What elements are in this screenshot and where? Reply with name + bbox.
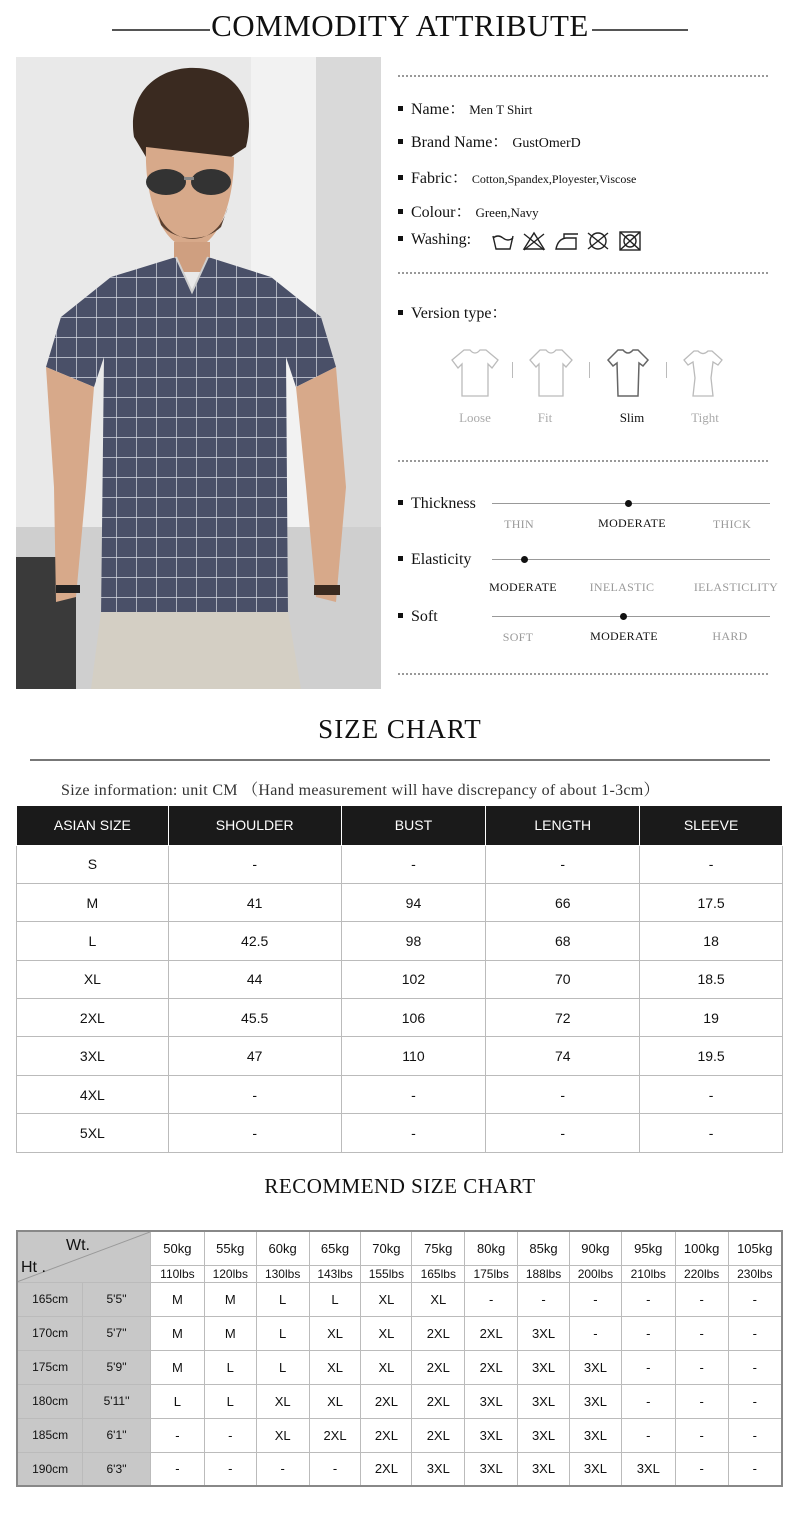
size-cell: 2XL [361,1452,412,1486]
weight-lbs-cell: 143lbs [309,1265,361,1282]
soft-hard: HARD [712,629,748,643]
weight-lbs-cell: 230lbs [728,1265,782,1282]
table-cell: - [486,1075,640,1113]
size-cell: L [256,1282,309,1316]
weight-lbs-cell: 175lbs [465,1265,518,1282]
bullet [398,556,403,561]
bullet [398,106,403,111]
kg-row [17,1231,782,1265]
size-cell: - [728,1452,782,1486]
weight-lbs-cell: 165lbs [412,1265,465,1282]
table-row [17,922,783,960]
table-cell: 42.5 [168,922,341,960]
size-cell: - [256,1452,309,1486]
table-cell: - [640,845,783,883]
attr-colour-value: Green,Navy [475,205,539,220]
table-cell: - [168,1114,341,1152]
table-cell: 19.5 [640,1037,783,1075]
model-illustration [16,57,381,689]
elasticity-ielasticlity: IELASTICLITY [693,580,779,594]
size-cell: - [518,1282,570,1316]
thickness-label: Thickness [411,495,476,512]
thickness-marker [625,500,632,507]
weight-lbs-cell: 110lbs [150,1265,204,1282]
size-cell: XL [256,1384,309,1418]
loose-shirt-icon [452,350,498,396]
size-cell: L [256,1316,309,1350]
size-cell: 2XL [361,1384,412,1418]
weight-kg-cell: 90kg [569,1231,621,1265]
header-rule-right [592,29,688,31]
table-row [17,999,783,1037]
table-row [17,960,783,998]
table-cell: M [17,883,169,921]
attr-washing [398,231,471,249]
size-cell: 3XL [518,1384,570,1418]
thickness-thin: THIN [504,517,534,531]
size-cell: - [675,1452,728,1486]
soft-label: Soft [411,608,438,625]
height-ft-cell: 6'3'' [83,1452,151,1486]
size-cell: - [204,1452,256,1486]
table-cell: 72 [486,999,640,1037]
size-cell: XL [361,1350,412,1384]
size-cell: - [150,1418,204,1452]
version-type [398,300,507,323]
bullet [398,175,403,180]
no-bleach-icon [524,233,544,250]
size-cell: - [204,1418,256,1452]
height-cm-cell: 175cm [17,1350,83,1384]
height-cm-cell: 180cm [17,1384,83,1418]
soft-track [492,616,770,617]
no-tumble-dry-icon [588,233,608,249]
size-cell: 3XL [518,1350,570,1384]
table-cell: 47 [168,1037,341,1075]
bullet [398,500,403,505]
size-cell: L [204,1384,256,1418]
table-cell: 102 [341,960,486,998]
size-cell: - [675,1282,728,1316]
size-cell: M [204,1282,256,1316]
page-title: COMMODITY ATTRIBUTE [211,8,589,43]
divider [398,272,768,274]
attr-name [398,96,532,119]
size-cell: 2XL [361,1418,412,1452]
size-cell: 3XL [569,1350,621,1384]
attr-brand [398,129,581,152]
table-cell: S [17,845,169,883]
size-cell: - [675,1384,728,1418]
version-fit: Fit [537,410,553,425]
weight-lbs-cell: 188lbs [518,1265,570,1282]
size-cell: 2XL [465,1350,518,1384]
elasticity [398,551,471,569]
size-chart-note: Size information: unit CM （Hand measurement will have discrepancy of about 1-3cm） [61,782,660,799]
tight-shirt-icon [684,351,722,396]
weight-lbs-cell: 120lbs [204,1265,256,1282]
height-cm-cell: 165cm [17,1282,83,1316]
elasticity-label: Elasticity [411,551,472,568]
size-table-header [17,806,783,845]
table-cell: - [486,1114,640,1152]
table-cell: - [168,845,341,883]
table-row [17,1350,782,1384]
size-cell: - [621,1316,675,1350]
elasticity-track [492,559,770,560]
size-cell: 2XL [412,1418,465,1452]
size-cell: - [728,1316,782,1350]
table-cell: 2XL [17,999,169,1037]
size-cell: 3XL [518,1418,570,1452]
weight-lbs-cell: 210lbs [621,1265,675,1282]
attr-fabric-value: Cotton,Spandex,Ployester,Viscose [471,172,637,186]
table-row [17,1452,782,1486]
size-cell: XL [361,1316,412,1350]
size-chart-title: SIZE CHART [318,714,482,744]
weight-lbs-cell: 155lbs [361,1265,412,1282]
weight-kg-cell: 75kg [412,1231,465,1265]
size-cell: - [675,1418,728,1452]
size-cell: 3XL [518,1452,570,1486]
table-cell: - [640,1114,783,1152]
separator [512,362,513,378]
bullet [398,310,403,315]
elasticity-moderate: MODERATE [489,580,557,594]
height-cm-cell: 170cm [17,1316,83,1350]
size-cell: L [309,1282,361,1316]
size-table [16,806,783,1153]
table-row [17,845,783,883]
table-cell: 66 [486,883,640,921]
size-cell: XL [309,1316,361,1350]
table-corner [17,1231,150,1282]
weight-lbs-cell: 220lbs [675,1265,728,1282]
size-cell: - [728,1384,782,1418]
recommend-table [16,1230,783,1487]
table-cell: 70 [486,960,640,998]
attr-brand-value: GustOmerD [512,136,581,151]
size-chart-rule [30,759,770,761]
table-cell: 94 [341,883,486,921]
size-cell: L [204,1350,256,1384]
size-cell: L [256,1350,309,1384]
size-cell: - [569,1282,621,1316]
table-cell: XL [17,960,169,998]
thickness-moderate: MODERATE [598,516,666,530]
size-cell: XL [309,1384,361,1418]
weight-kg-cell: 55kg [204,1231,256,1265]
table-row [17,1384,782,1418]
table-row [17,1075,783,1113]
weight-kg-cell: 105kg [728,1231,782,1265]
divider [398,460,768,462]
height-ft-cell: 5'11'' [83,1384,151,1418]
height-ft-cell: 5'7'' [83,1316,151,1350]
height-ft-cell: 5'5'' [83,1282,151,1316]
soft-moderate: MODERATE [590,629,658,643]
table-cell: - [640,1075,783,1113]
no-dryclean-icon [620,232,640,250]
table-cell: L [17,922,169,960]
weight-lbs-cell: 200lbs [569,1265,621,1282]
iron-icon [556,234,578,249]
size-cell: 2XL [465,1316,518,1350]
size-cell: M [204,1316,256,1350]
table-cell: - [168,1075,341,1113]
table-cell: 5XL [17,1114,169,1152]
table-cell: - [341,1114,486,1152]
washing-icons [490,230,650,252]
weight-kg-cell: 100kg [675,1231,728,1265]
size-cell: - [621,1384,675,1418]
commodity-header [0,8,800,48]
fit-shirt-icon [530,350,572,396]
weight-kg-cell: 65kg [309,1231,361,1265]
size-cell: - [675,1350,728,1384]
weight-kg-cell: 70kg [361,1231,412,1265]
table-cell: 3XL [17,1037,169,1075]
table-cell: 110 [341,1037,486,1075]
bullet [398,613,403,618]
size-cell: 2XL [412,1350,465,1384]
size-cell: 3XL [569,1452,621,1486]
size-cell: - [465,1282,518,1316]
size-cell: - [150,1452,204,1486]
size-cell: - [621,1350,675,1384]
size-cell: XL [361,1282,412,1316]
attr-brand-label: Brand Name： [411,134,509,151]
weight-kg-cell: 50kg [150,1231,204,1265]
separator [666,362,667,378]
header-cell: ASIAN SIZE [17,806,169,845]
attr-washing-label: Washing: [411,231,472,248]
size-cell: 3XL [569,1384,621,1418]
bullet [398,139,403,144]
weight-kg-cell: 85kg [518,1231,570,1265]
size-cell: - [728,1418,782,1452]
header-cell: SHOULDER [168,806,341,845]
size-cell: 3XL [412,1452,465,1486]
attr-fabric [398,165,636,188]
size-cell: 3XL [465,1418,518,1452]
header-cell: LENGTH [486,806,640,845]
table-cell: 45.5 [168,999,341,1037]
size-cell: 3XL [621,1452,675,1486]
thickness [398,495,476,513]
size-cell: 3XL [518,1316,570,1350]
size-cell: - [728,1282,782,1316]
bullet [398,209,403,214]
table-cell: 17.5 [640,883,783,921]
size-cell: 2XL [412,1384,465,1418]
table-cell: 41 [168,883,341,921]
size-cell: XL [256,1418,309,1452]
size-cell: 3XL [465,1384,518,1418]
thickness-thick: THICK [712,517,752,531]
slim-shirt-icon [608,350,648,396]
size-cell: XL [309,1350,361,1384]
size-cell: - [728,1350,782,1384]
attr-name-value: Men T Shirt [469,102,533,117]
table-row [17,1418,782,1452]
soft-soft: SOFT [502,630,534,644]
table-row [17,1316,782,1350]
weight-kg-cell: 60kg [256,1231,309,1265]
hand-wash-icon [493,236,513,249]
size-cell: M [150,1282,204,1316]
size-cell: - [621,1282,675,1316]
separator [589,362,590,378]
version-slim: Slim [619,410,645,425]
header-cell: BUST [341,806,486,845]
weight-kg-cell: 80kg [465,1231,518,1265]
weight-lbs-cell: 130lbs [256,1265,309,1282]
size-cell: 3XL [569,1418,621,1452]
soft-marker [620,613,627,620]
wt-label: Wt. [66,1237,90,1254]
table-cell: 74 [486,1037,640,1075]
product-photo [16,57,381,689]
version-loose: Loose [459,410,491,425]
table-cell: 18 [640,922,783,960]
size-cell: M [150,1316,204,1350]
recommend-title: RECOMMEND SIZE CHART [264,1174,536,1198]
attr-colour [398,199,539,222]
divider [398,75,768,77]
table-cell: - [341,1075,486,1113]
size-cell: - [569,1316,621,1350]
table-row [17,883,783,921]
height-cm-cell: 190cm [17,1452,83,1486]
height-ft-cell: 5'9'' [83,1350,151,1384]
height-ft-cell: 6'1'' [83,1418,151,1452]
bullet [398,236,403,241]
table-cell: 68 [486,922,640,960]
table-cell: 44 [168,960,341,998]
table-cell: - [341,845,486,883]
table-row [17,1037,783,1075]
elasticity-marker [521,556,528,563]
header-cell: SLEEVE [640,806,783,845]
attr-fabric-label: Fabric： [411,170,468,187]
size-cell: 2XL [412,1316,465,1350]
size-cell: - [675,1316,728,1350]
weight-kg-cell: 95kg [621,1231,675,1265]
size-cell: - [309,1452,361,1486]
version-type-label: Version type： [411,305,508,322]
size-cell: 3XL [465,1452,518,1486]
elasticity-inelastic: INELASTIC [589,580,655,594]
size-cell: XL [412,1282,465,1316]
size-cell: M [150,1350,204,1384]
table-row [17,1114,783,1152]
table-cell: 19 [640,999,783,1037]
soft [398,608,438,626]
table-cell: 106 [341,999,486,1037]
table-cell: 18.5 [640,960,783,998]
attr-colour-label: Colour： [411,204,472,221]
size-cell: 2XL [309,1418,361,1452]
size-cell: - [621,1418,675,1452]
table-cell: - [486,845,640,883]
divider [398,673,768,675]
attr-name-label: Name： [411,101,466,118]
size-cell: L [150,1384,204,1418]
height-cm-cell: 185cm [17,1418,83,1452]
ht-label: Ht . [21,1259,46,1276]
version-tight: Tight [691,410,719,425]
table-cell: 98 [341,922,486,960]
table-row [17,1282,782,1316]
table-cell: 4XL [17,1075,169,1113]
